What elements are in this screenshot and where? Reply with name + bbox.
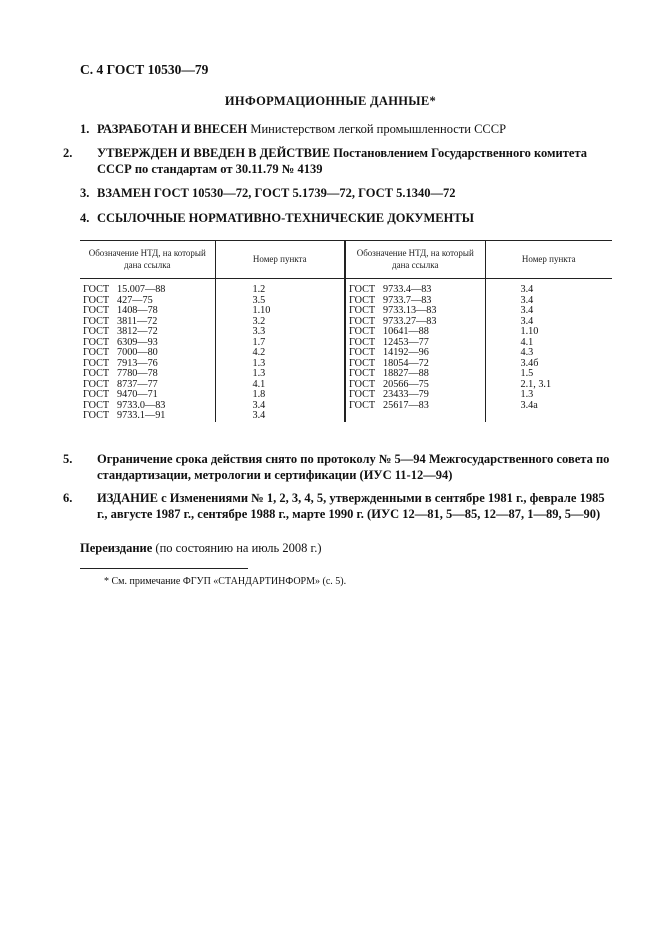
cell-gost: ГОСТ: [83, 305, 110, 316]
footnote-divider: [80, 568, 248, 569]
cell-doc: 9733.13—83: [383, 305, 437, 316]
item-number: 3.: [80, 186, 90, 200]
cell-doc: 427—75: [117, 294, 153, 306]
cell-point: 1.10: [520, 326, 539, 337]
cell-gost: ГОСТ: [349, 378, 376, 390]
item-bold: ВЗАМЕН ГОСТ 10530—72, ГОСТ 5.1739—72, ГОСТ 5.1340—72: [97, 186, 456, 200]
reissue-bold: Переиздание: [80, 541, 153, 555]
item-number: 1.: [80, 122, 90, 136]
col-header-ntd-2: Обозначение НТД, на который дана ссылка: [345, 241, 485, 279]
item-1: [80, 121, 612, 137]
cell-point: 3.3: [252, 326, 266, 337]
item-6: [63, 490, 612, 522]
cell-doc: 9733.4—83: [383, 284, 432, 295]
item-2: [63, 145, 612, 177]
cell-doc: 9733.7—83: [383, 294, 432, 306]
cell-gost: ГОСТ: [83, 410, 110, 421]
cell-gost: ГОСТ: [83, 326, 110, 337]
cell-point: 1.10: [252, 305, 271, 316]
cell-gost: ГОСТ: [83, 294, 110, 306]
cell-doc: 14192—96: [383, 347, 429, 358]
item-text: Министерством легкой промышленности СССР: [247, 122, 507, 136]
item-number: 6.: [63, 491, 73, 505]
cell-doc: 7913—76: [117, 357, 158, 369]
item-bold: УТВЕРЖДЕН И ВВЕДЕН В ДЕЙСТВИЕ: [97, 146, 331, 160]
cell-doc: 8737—77: [117, 378, 158, 390]
cell-doc: 9733.1—91: [117, 410, 166, 421]
item-text: с Изменениями № 1, 2, 3, 4, 5, утвержденными в сентябре 1981 г., феврале 1985 г., августе 1987 г., сентябре 1988 г., марте 1990 г. (ИУС 12—81, 5—85, 12—87, 1—89, 5—90): [97, 491, 605, 521]
cell-doc: 15.007—88: [117, 284, 166, 295]
item-bold: РАЗРАБОТАН И ВНЕСЕН: [97, 122, 248, 136]
cell-point: 1.3: [252, 368, 266, 379]
cell-gost: ГОСТ: [83, 357, 110, 369]
item-number: 2.: [63, 146, 73, 160]
cell-point: 3.4: [252, 410, 266, 421]
cell-gost: ГОСТ: [83, 368, 110, 379]
cell-gost: ГОСТ: [83, 315, 110, 327]
cell-doc: 23433—79: [383, 389, 429, 400]
reissue-note: [80, 541, 321, 556]
cell-gost: ГОСТ: [349, 326, 376, 337]
cell-gost: ГОСТ: [83, 378, 110, 390]
cell-doc: 10641—88: [383, 326, 429, 337]
cell-doc: 12453—77: [383, 336, 429, 348]
item-text: Ограничение срока действия снято по протоколу № 5—94 Межгосударственного совета по стандартизации, метрологии и сертификации (ИУС 11-12—94): [97, 452, 610, 482]
cell-gost: ГОСТ: [349, 336, 376, 348]
cell-doc: 6309—93: [117, 336, 158, 348]
cell-gost: ГОСТ: [349, 305, 376, 316]
cell-doc: 9733.0—83: [117, 399, 166, 411]
cell-point: 4.3: [520, 347, 534, 358]
cell-point: 3.2: [252, 315, 266, 327]
cell-gost: ГОСТ: [349, 368, 376, 379]
references-table: [80, 240, 612, 422]
cell-point: 4.1: [520, 336, 534, 348]
cell-doc: 1408—78: [117, 305, 158, 316]
cell-doc: 7780—78: [117, 368, 158, 379]
section-title: ИНФОРМАЦИОННЫЕ ДАННЫЕ*: [224, 94, 437, 108]
cell-point: 1.3: [520, 389, 534, 400]
col-header-point: Номер пункта: [215, 241, 345, 279]
cell-point: 3.4б: [520, 357, 539, 369]
item-text: Постановлением Государственного комитета СССР по стандартам от 30.11.79 № 4139: [97, 146, 587, 176]
cell-gost: ГОСТ: [349, 315, 376, 327]
cell-doc: 18827—88: [383, 368, 429, 379]
item-number: 5.: [63, 452, 73, 466]
cell-gost: ГОСТ: [349, 284, 376, 295]
cell-point: 3.4: [520, 305, 534, 316]
cell-doc: 9733.27—83: [383, 315, 437, 327]
item-3: [80, 185, 612, 201]
cell-gost: ГОСТ: [83, 389, 110, 400]
cell-doc: 3812—72: [117, 326, 158, 337]
cell-gost: ГОСТ: [83, 336, 110, 348]
cell-point: 1.5: [520, 368, 534, 379]
cell-point: 1.3: [252, 357, 266, 369]
cell-gost: ГОСТ: [349, 294, 376, 306]
cell-doc: 7000—80: [117, 347, 158, 358]
cell-doc: 9470—71: [117, 389, 158, 400]
cell-point: 3.4: [520, 294, 534, 306]
item-5: [63, 451, 612, 483]
cell-point: 1.8: [252, 389, 266, 400]
cell-doc: 25617—83: [383, 399, 429, 411]
page-header: С. 4 ГОСТ 10530—79: [80, 62, 209, 77]
cell-gost: ГОСТ: [349, 399, 376, 411]
cell-gost: ГОСТ: [83, 347, 110, 358]
reissue-text: (по состоянию на июль 2008 г.): [152, 541, 322, 555]
cell-doc: 20566—75: [383, 378, 429, 390]
cell-gost: ГОСТ: [349, 347, 376, 358]
cell-point: 3.4: [520, 284, 534, 295]
cell-point: 2.1, 3.1: [520, 378, 552, 390]
cell-point: 3.4: [252, 399, 266, 411]
item-bold: ССЫЛОЧНЫЕ НОРМАТИВНО-ТЕХНИЧЕСКИЕ ДОКУМЕНТЫ: [97, 211, 474, 225]
cell-point: 4.1: [252, 378, 266, 390]
cell-gost: ГОСТ: [83, 284, 110, 295]
cell-point: 3.5: [252, 294, 266, 306]
col-header-ntd: Обозначение НТД, на который дана ссылка: [80, 241, 215, 279]
cell-point: 1.7: [252, 336, 266, 348]
cell-point: 3.4а: [520, 399, 538, 411]
cell-point: 4.2: [252, 347, 266, 358]
table-row: [80, 411, 612, 422]
item-4: [80, 210, 612, 226]
cell-doc: 3811—72: [117, 315, 158, 327]
cell-gost: ГОСТ: [349, 389, 376, 400]
item-number: 4.: [80, 211, 90, 225]
col-header-point-2: Номер пункта: [485, 241, 612, 279]
cell-point: 3.4: [520, 315, 534, 327]
item-bold: ИЗДАНИЕ: [97, 491, 158, 505]
cell-point: 1.2: [252, 284, 266, 295]
footnote: * См. примечание ФГУП «СТАНДАРТИНФОРМ» (с. 5).: [104, 576, 347, 587]
cell-gost: ГОСТ: [349, 357, 376, 369]
cell-gost: ГОСТ: [83, 399, 110, 411]
cell-doc: 18054—72: [383, 357, 429, 369]
